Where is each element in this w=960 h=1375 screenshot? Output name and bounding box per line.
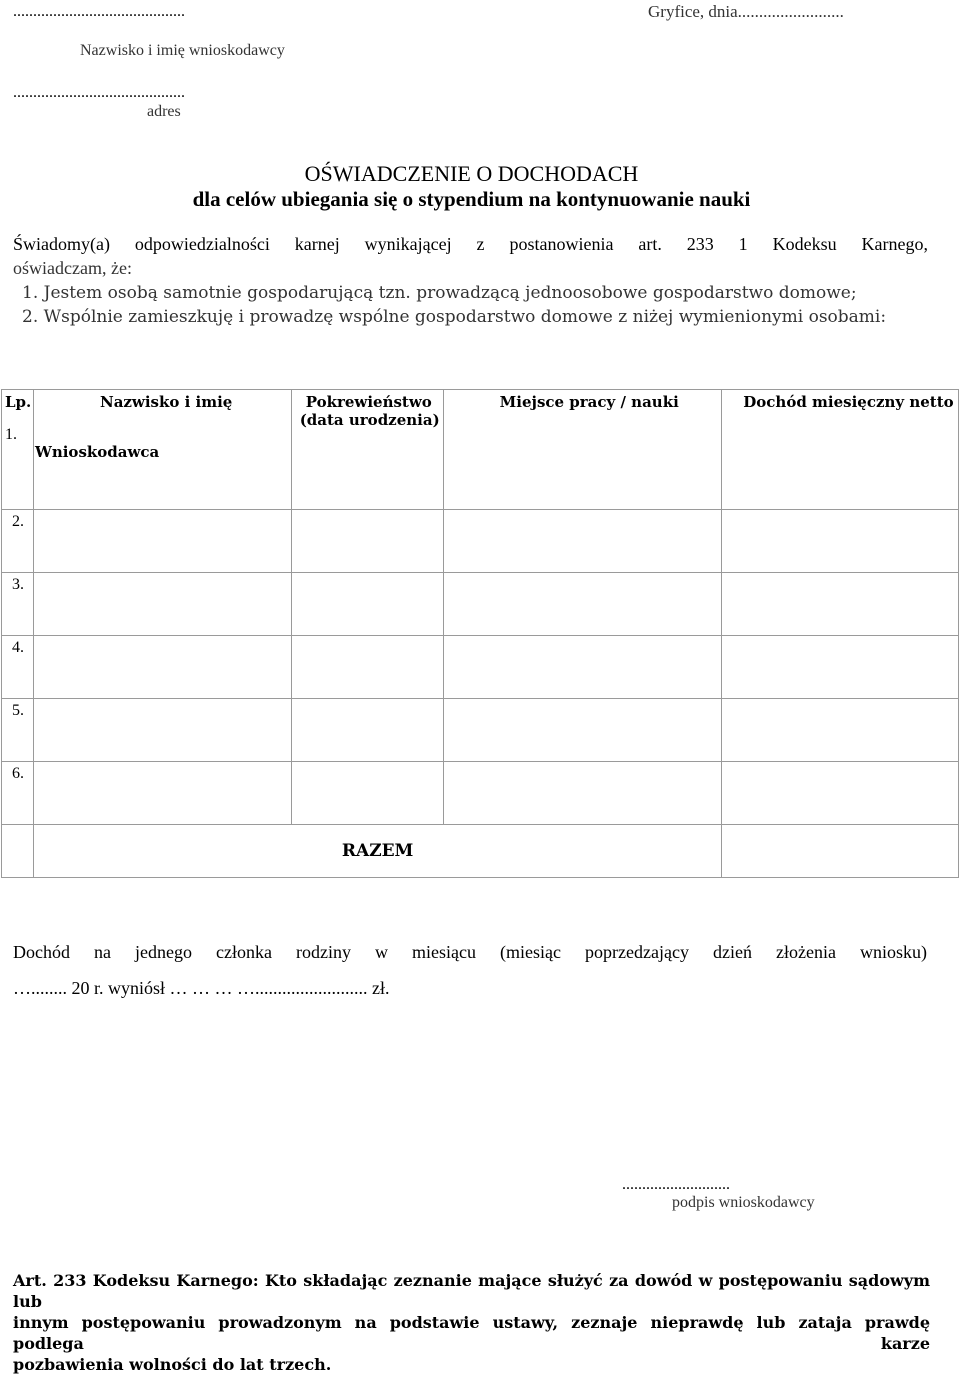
- table-row: [2, 510, 959, 573]
- header-income: Dochód miesięczny netto: [743, 393, 954, 411]
- document-title: OŚWIADCZENIE O DOCHODACH: [304, 161, 639, 186]
- statement-item-1: 1. Jestem osobą samotnie gospodarującą tzn. prowadzącą jednoosobowe gospodarstwo domowe;: [22, 283, 857, 303]
- table-row: [2, 699, 959, 762]
- household-table: [1, 389, 959, 878]
- header-name: Nazwisko i imię: [99, 393, 233, 411]
- signature-dots: ...........................: [622, 1176, 730, 1193]
- relation-cell: [291, 390, 443, 510]
- table-row: [2, 573, 959, 636]
- table-row: [2, 390, 959, 510]
- applicant-label: Wnioskodawca: [34, 443, 160, 461]
- income-cell: [722, 390, 959, 510]
- address-label: adres: [147, 103, 181, 120]
- statement-line2: oświadczam, że:: [13, 258, 132, 278]
- name-cell: [33, 390, 291, 510]
- table-row: [2, 636, 959, 699]
- table-row: [2, 762, 959, 825]
- header-relation-sub: (data urodzenia): [299, 411, 440, 429]
- place-date: Gryfice, dnia.........................: [648, 2, 844, 21]
- income-line1: Dochód na jednego członka rodziny w miesiącu (miesiąc poprzedzający dzień złożenia wniosku): [13, 942, 927, 962]
- row-number: 6.: [12, 765, 24, 782]
- legal-footnote: [13, 1270, 930, 1375]
- name-dots: ...........................................: [13, 3, 185, 20]
- header-lp: Lp.: [5, 393, 32, 411]
- row-number: 2.: [12, 513, 24, 530]
- row-number: 1.: [5, 426, 17, 443]
- table-total-row: [2, 825, 959, 878]
- address-dots: ...........................................: [13, 84, 185, 101]
- header-relation: Pokrewieństwo: [305, 393, 432, 411]
- work-cell: [443, 390, 722, 510]
- header-work: Miejsce pracy / nauki: [499, 393, 679, 411]
- document-subtitle: dla celów ubiegania się o stypendium na kontynuowanie nauki: [192, 187, 751, 211]
- footnote-line2: innym postępowaniu prowadzonym na podstawie ustawy, zeznaje nieprawdę lub zataja prawdę podlega karze: [13, 1313, 930, 1353]
- row-number: 5.: [12, 702, 24, 719]
- footnote-line3: pozbawienia wolności do lat trzech.: [13, 1355, 332, 1374]
- footnote-line1: Art. 233 Kodeksu Karnego: Kto składając zeznanie mające służyć za dowód w postępowaniu sądowym lub: [13, 1271, 930, 1311]
- row-number: 4.: [12, 639, 24, 656]
- name-label: Nazwisko i imię wnioskodawcy: [80, 42, 285, 59]
- statement-line1: Świadomy(a) odpowiedzialności karnej wynikającej z postanowienia art. 233 1 Kodeksu Karnego,: [13, 234, 928, 254]
- lp-cell: [2, 390, 34, 510]
- signature-label: podpis wnioskodawcy: [672, 1194, 815, 1211]
- total-label: RAZEM: [341, 841, 414, 861]
- statement-item-2: 2. Wspólnie zamieszkuję i prowadzę wspólne gospodarstwo domowe z niżej wymienionymi osobami:: [22, 307, 887, 327]
- row-number: 3.: [12, 576, 24, 593]
- income-line2: …........ 20 r. wyniósł … … … …......................... zł.: [13, 978, 390, 998]
